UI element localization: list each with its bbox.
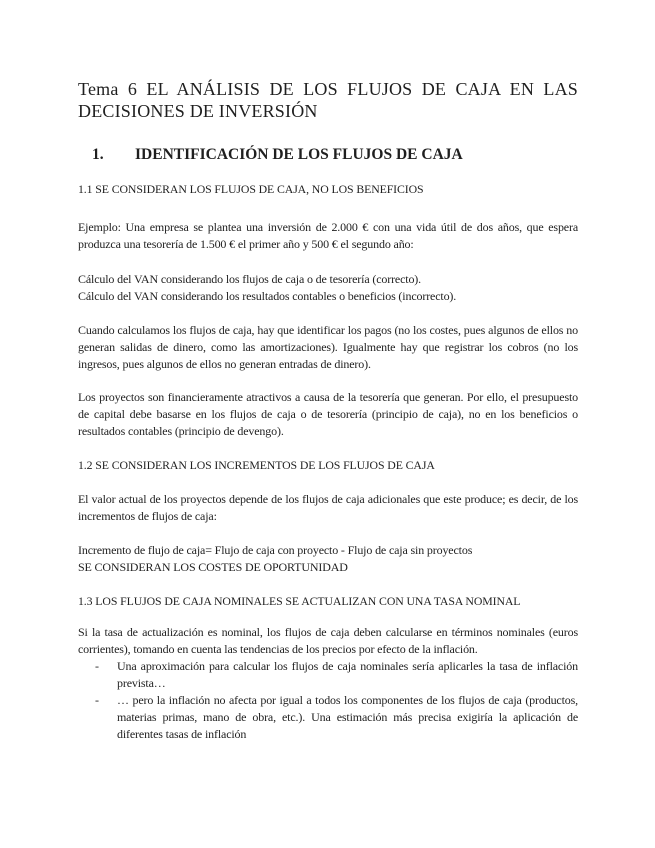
section-1-title: IDENTIFICACIÓN DE LOS FLUJOS DE CAJA (135, 146, 463, 163)
subsection-1-1-heading: 1.1 SE CONSIDERAN LOS FLUJOS DE CAJA, NO LOS BENEFICIOS (78, 182, 424, 196)
bullet-dash: - (95, 659, 99, 673)
document-title-line1: Tema 6 EL ANÁLISIS DE LOS FLUJOS DE CAJA EN LAS (78, 79, 578, 99)
bullet-text-inflacion: … pero la inflación no afecta por igual a todos los componentes de los flujos de caja (productos, materias primas, mano de obra, etc.). Una estimación más precisa exigiría la aplicación de diferentes tasas de inflación (117, 693, 578, 741)
bullet-item-aproximacion (78, 658, 578, 692)
bullet-text-aproximacion: Una aproximación para calcular los flujos de caja nominales sería aplicarles la tasa de inflación prevista… (117, 659, 578, 690)
subsection-1-3-heading: 1.3 LOS FLUJOS DE CAJA NOMINALES SE ACTUALIZAN CON UNA TASA NOMINAL (78, 594, 521, 608)
paragraph-incremento (78, 542, 578, 576)
paragraph-tasa-nominal: Si la tasa de actualización es nominal, los flujos de caja deben calcularse en términos nominales (euros corrientes), tomando en cuenta las tendencias de los precios por efecto de la inflación. (78, 625, 578, 656)
paragraph-valor-actual: El valor actual de los proyectos depende de los flujos de caja adicionales que este produce; es decir, de los incrementos de flujos de caja: (78, 492, 578, 523)
paragraph-calculo-van (78, 271, 578, 305)
section-1-heading (92, 145, 578, 165)
section-1-number: 1. (92, 146, 104, 163)
paragraph-ejemplo: Ejemplo: Una empresa se plantea una inversión de 2.000 € con una vida útil de dos años, que espera produzca una tesorería de 1.500 € el primer año y 500 € el segundo año: (78, 220, 578, 251)
paragraph-proyectos-atractivos: Los proyectos son financieramente atractivos a causa de la tesorería que generan. Por ello, el presupuesto de capital debe basarse en los flujos de caja o de tesorería (principio de caja), no en los beneficios o resultados contables (principio de devengo). (78, 390, 578, 438)
bullet-item-inflacion (78, 692, 578, 743)
line-calculo-correcto: Cálculo del VAN considerando los flujos de caja o de tesorería (correcto). (78, 272, 422, 286)
document-title-line2: DECISIONES DE INVERSIÓN (78, 101, 318, 121)
document-title (78, 78, 578, 122)
line-incremento-formula: Incremento de flujo de caja= Flujo de caja con proyecto - Flujo de caja sin proyectos (78, 543, 473, 557)
paragraph-cuando-calculamos: Cuando calculamos los flujos de caja, hay que identificar los pagos (no los costes, pues algunos de ellos no generan salidas de dinero, como las amortizaciones). Igualmente hay que registrar los cobros (no los ingresos, pues algunos de ellos no generan entradas de dinero). (78, 323, 578, 371)
line-costes-oportunidad: SE CONSIDERAN LOS COSTES DE OPORTUNIDAD (78, 560, 348, 574)
subsection-1-2-heading: 1.2 SE CONSIDERAN LOS INCREMENTOS DE LOS FLUJOS DE CAJA (78, 458, 435, 472)
bullet-dash: - (95, 693, 99, 707)
line-calculo-incorrecto: Cálculo del VAN considerando los resultados contables o beneficios (incorrecto). (78, 289, 457, 303)
